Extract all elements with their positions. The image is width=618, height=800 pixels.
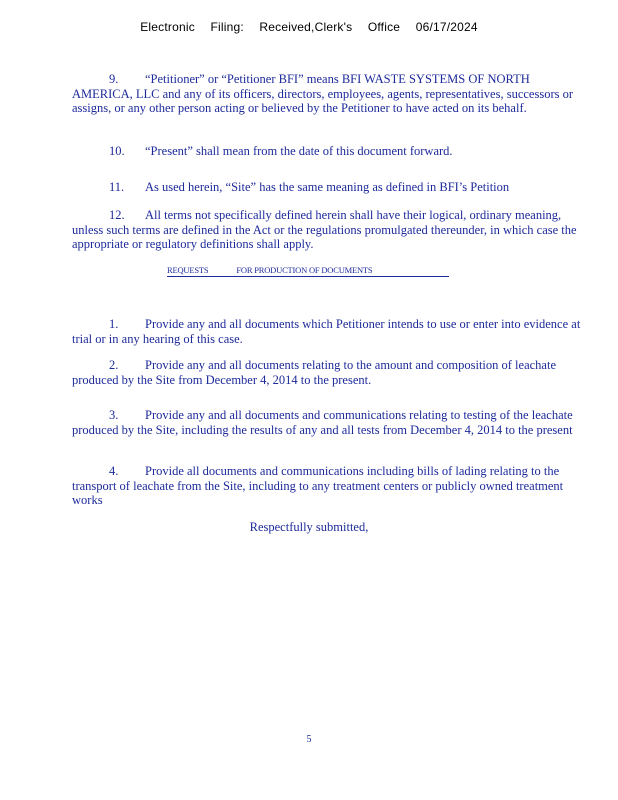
request-number: 4.: [109, 464, 119, 478]
request-2: [72, 358, 592, 387]
header-office: Office: [367, 20, 401, 34]
requests-heading: [167, 265, 449, 277]
request-number: 3.: [109, 408, 119, 422]
requests-heading-part2: FOR PRODUCTION OF DOCUMENTS: [236, 265, 373, 275]
definition-10: [72, 144, 592, 159]
request-text: Provide all documents and communications including bills of lading relating to the transport of leachate from the Site, including to any treatment centers or publicly owned treatment works: [72, 464, 564, 507]
requests-heading-part1: REQUESTS: [167, 265, 209, 275]
definition-number: 10.: [109, 144, 125, 158]
page-number: 5: [306, 734, 312, 745]
request-4: [72, 464, 592, 508]
request-text: Provide any and all documents relating to the amount and composition of leachate produced by the Site from December 4, 2014 to the present.: [72, 358, 556, 387]
request-number: 2.: [109, 358, 119, 372]
definition-11: [72, 180, 592, 195]
definition-number: 12.: [109, 208, 125, 222]
closing-text: Respectfully submitted,: [249, 520, 369, 534]
definition-number: 11.: [109, 180, 125, 194]
definition-text: “Petitioner” or “Petitioner BFI” means BFI WASTE SYSTEMS OF NORTH AMERICA, LLC and any of its officers, directors, employees, agents, representatives, successors or assigns, or any other person acting or believed by the Petitioner to have acted on its behalf.: [72, 72, 574, 115]
definition-text: As used herein, “Site” has the same meaning as defined in BFI’s Petition: [145, 180, 510, 194]
definition-9: [72, 72, 592, 116]
header-filing: Filing:: [210, 20, 244, 34]
header-electronic: Electronic: [140, 20, 195, 34]
request-3: [72, 408, 592, 437]
request-text: Provide any and all documents which Petitioner intends to use or enter into evidence at trial or in any hearing of this case.: [72, 317, 581, 346]
definition-12: [72, 208, 592, 252]
definition-number: 9.: [109, 72, 119, 86]
definition-text: “Present” shall mean from the date of this document forward.: [145, 144, 453, 158]
header-received: Received,Clerk's: [259, 20, 353, 34]
request-number: 1.: [109, 317, 119, 331]
request-1: [72, 317, 592, 346]
header-date: 06/17/2024: [415, 20, 478, 34]
request-text: Provide any and all documents and communications relating to testing of the leachate produced by the Site, including the results of any and all tests from December 4, 2014 to the present: [72, 408, 573, 437]
definition-text: All terms not specifically defined herein shall have their logical, ordinary meaning, unless such terms are defined in the Act or the regulations promulgated thereunder, in which case the appropriate or regulatory definitions shall apply.: [72, 208, 577, 251]
